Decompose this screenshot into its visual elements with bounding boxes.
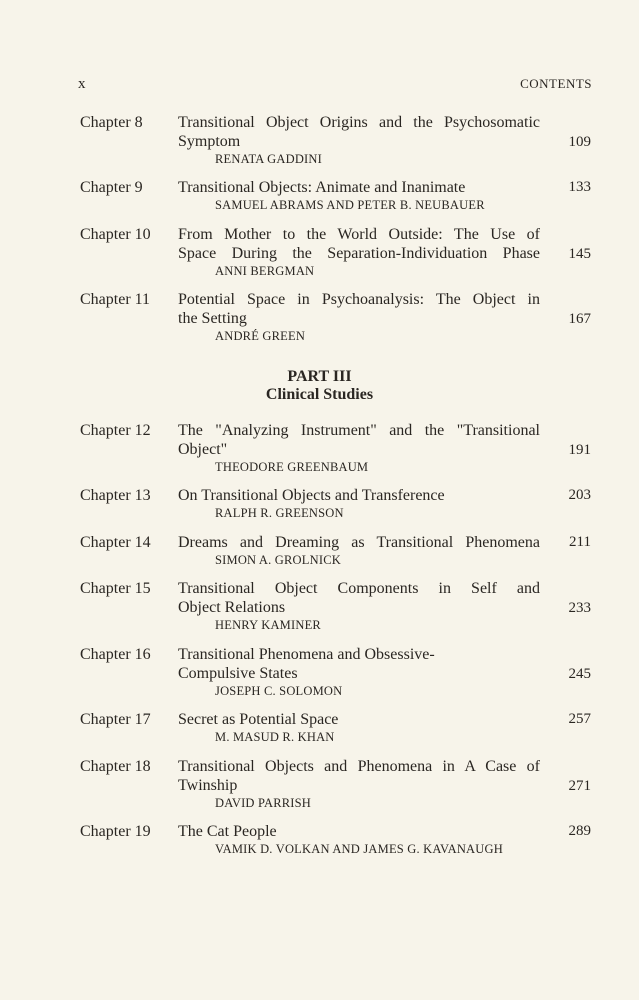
chapter-number: Chapter 11: [80, 291, 151, 308]
chapter-author: DAVID PARRISH: [215, 796, 312, 810]
chapter-author: VAMIK D. VOLKAN AND JAMES G. KAVANAUGH: [215, 842, 503, 856]
chapter-title: [178, 710, 540, 729]
chapter-author: ANDRÉ GREEN: [215, 329, 306, 343]
chapter-number: Chapter 16: [80, 646, 151, 663]
page-number: 257: [568, 711, 591, 727]
page-number: 191: [568, 442, 591, 458]
page-number: 109: [568, 134, 591, 150]
chapter-title: [178, 486, 540, 505]
page-number: 145: [568, 246, 591, 262]
page-number: 203: [568, 487, 591, 503]
chapter-number: Chapter 17: [80, 711, 151, 728]
chapter-title-line: Space During the Separation-Individuation Phase: [178, 245, 540, 262]
part-label: PART III: [287, 368, 352, 385]
chapter-title: [178, 533, 540, 552]
chapter-author: ANNI BERGMAN: [215, 264, 315, 278]
chapter-title: [178, 757, 540, 795]
page-number: 167: [568, 311, 591, 327]
running-head: CONTENTS: [520, 76, 592, 91]
chapter-title: [178, 822, 540, 841]
chapter-title-line: Transitional Object Components in Self and: [178, 580, 540, 597]
chapter-title-line: Object Relations: [178, 599, 286, 616]
chapter-author: RALPH R. GREENSON: [215, 506, 344, 520]
page-number: 133: [568, 179, 591, 195]
chapter-number: Chapter 12: [80, 422, 151, 439]
page-number: 245: [568, 666, 591, 682]
page-number: 271: [568, 778, 591, 794]
chapter-author: M. MASUD R. KHAN: [215, 730, 335, 744]
chapter-title-line: Symptom: [178, 133, 241, 150]
chapter-title: [178, 225, 540, 263]
chapter-author: THEODORE GREENBAUM: [215, 460, 369, 474]
chapter-title: [178, 290, 540, 328]
chapter-title-line: Transitional Phenomena and Obsessive-: [178, 646, 435, 663]
chapter-title: [178, 645, 540, 683]
chapter-title-line: Transitional Objects: Animate and Inanimate: [178, 179, 466, 196]
chapter-title-line: Transitional Object Origins and the Psychosomatic: [178, 114, 540, 131]
chapter-title: [178, 421, 540, 459]
chapter-title-line: Transitional Objects and Phenomena in A Case of: [178, 758, 540, 775]
chapter-title-line: Twinship: [178, 777, 238, 794]
page-number: 289: [568, 823, 591, 839]
chapter-title-line: The Cat People: [178, 823, 277, 840]
chapter-number: Chapter 18: [80, 758, 151, 775]
chapter-number: Chapter 10: [80, 226, 151, 243]
chapter-author: RENATA GADDINI: [215, 152, 322, 166]
chapter-title-line: The "Analyzing Instrument" and the "Transitional: [178, 422, 540, 439]
chapter-title-line: Dreams and Dreaming as Transitional Phenomena: [178, 534, 540, 551]
chapter-title-line: Secret as Potential Space: [178, 711, 339, 728]
chapter-title-line: Potential Space in Psychoanalysis: The Object in: [178, 291, 540, 308]
page-number: 233: [568, 600, 591, 616]
page-folio: x: [78, 76, 86, 92]
chapter-number: Chapter 15: [80, 580, 151, 597]
chapter-author: SIMON A. GROLNICK: [215, 553, 341, 567]
chapter-title: [178, 579, 540, 617]
chapter-title-line: Object": [178, 441, 228, 458]
chapter-number: Chapter 14: [80, 534, 151, 551]
chapter-title: [178, 113, 540, 151]
page-number: 211: [569, 534, 591, 550]
chapter-author: JOSEPH C. SOLOMON: [215, 684, 343, 698]
chapter-number: Chapter 8: [80, 114, 143, 131]
chapter-title: [178, 178, 540, 197]
chapter-title-line: Compulsive States: [178, 665, 298, 682]
chapter-number: Chapter 19: [80, 823, 151, 840]
part-subtitle: Clinical Studies: [265, 386, 374, 403]
chapter-title-line: From Mother to the World Outside: The Use of: [178, 226, 540, 243]
chapter-title-line: On Transitional Objects and Transference: [178, 487, 445, 504]
chapter-number: Chapter 13: [80, 487, 151, 504]
chapter-number: Chapter 9: [80, 179, 143, 196]
chapter-author: HENRY KAMINER: [215, 618, 321, 632]
chapter-title-line: the Setting: [178, 310, 247, 327]
chapter-author: SAMUEL ABRAMS AND PETER B. NEUBAUER: [215, 198, 485, 212]
